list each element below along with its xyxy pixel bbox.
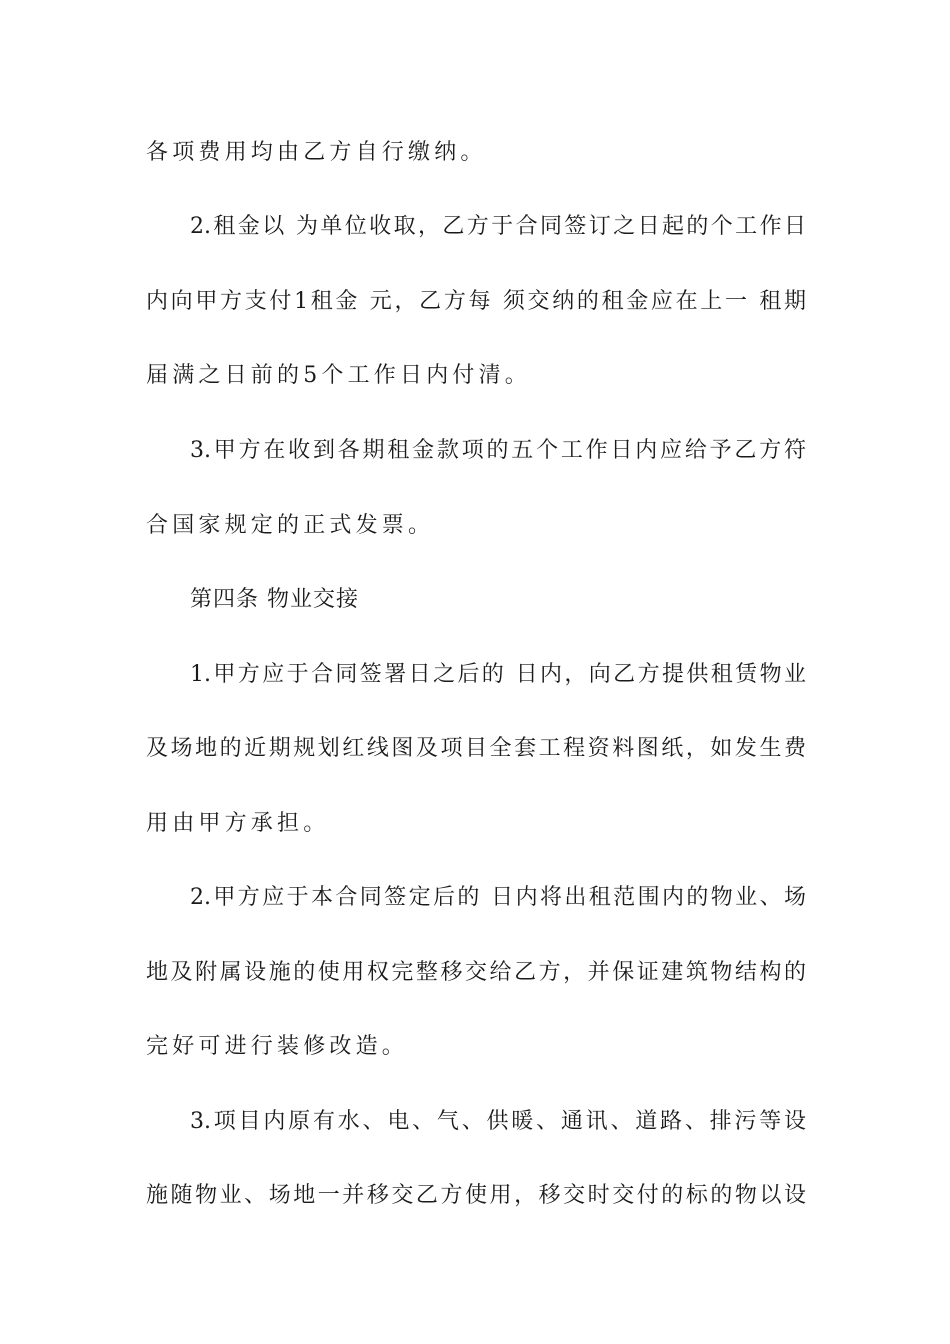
paragraph-line: 及场地的近期规划红线图及项目全套工程资料图纸，如发生费 (146, 736, 806, 761)
paragraph-line: 合国家规定的正式发票。 (146, 513, 435, 538)
section-heading: 第四条 物业交接 (190, 587, 359, 612)
paragraph-line: 3.甲方在收到各期租金款项的五个工作日内应给予乙方符 (190, 438, 806, 463)
paragraph-line: 地及附属设施的使用权完整移交给乙方，并保证建筑物结构的 (146, 960, 806, 985)
paragraph-line: 2.租金以 为单位收取，乙方于合同签订之日起的个工作日 (190, 214, 806, 239)
paragraph-line: 1.甲方应于合同签署日之后的 日内，向乙方提供租赁物业 (190, 662, 806, 687)
paragraph-line: 届满之日前的5个工作日内付清。 (146, 363, 531, 388)
paragraph-line: 施随物业、场地一并移交乙方使用，移交时交付的标的物以设 (146, 1183, 806, 1208)
paragraph-line: 完好可进行装修改造。 (146, 1034, 409, 1059)
paragraph-line: 用由甲方承担。 (146, 811, 330, 836)
paragraph-line: 2.甲方应于本合同签定后的 日内将出租范围内的物业、场 (190, 885, 806, 910)
paragraph-line: 内向甲方支付1租金 元，乙方每 须交纳的租金应在上一 租期 (146, 289, 806, 314)
paragraph-line: 各项费用均由乙方自行缴纳。 (146, 140, 487, 165)
paragraph-line: 3.项目内原有水、电、气、供暖、通讯、道路、排污等设 (190, 1109, 806, 1134)
